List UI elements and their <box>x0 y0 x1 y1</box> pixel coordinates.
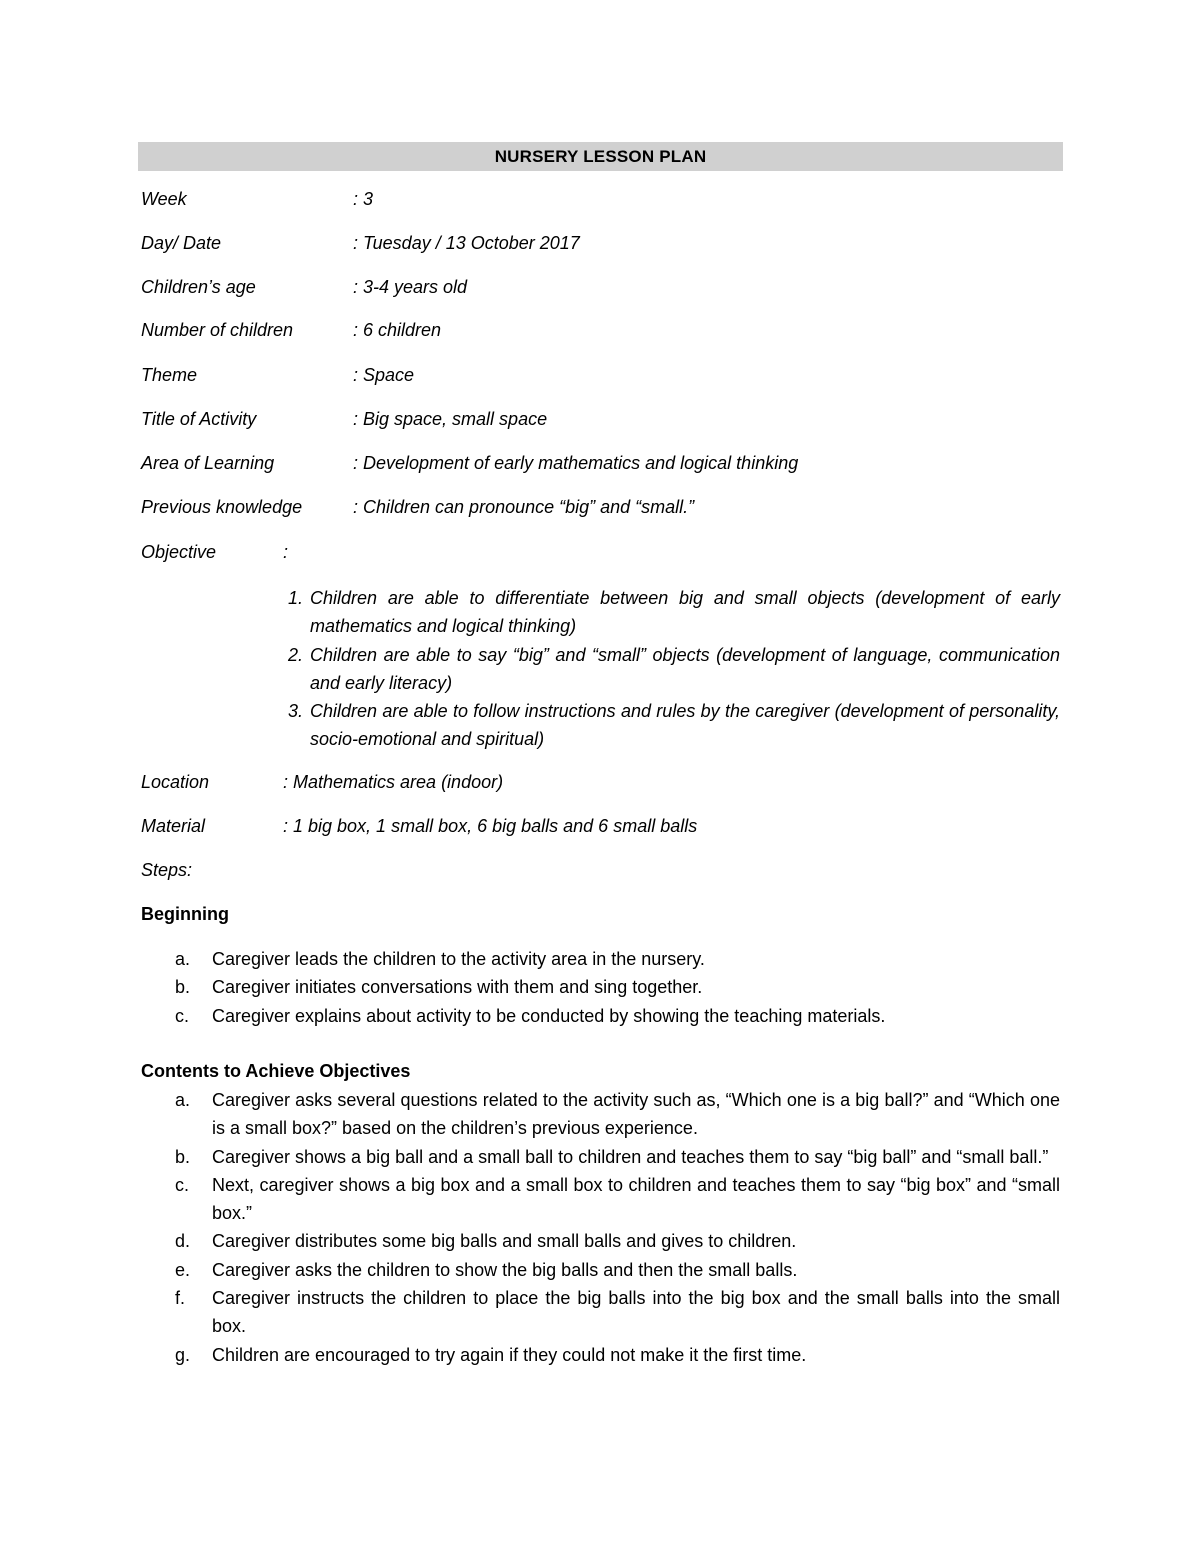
field-value: : Big space, small space <box>353 409 548 429</box>
list-number: 3. <box>288 701 304 722</box>
list-text: Children are able to differentiate between big and small objects (development of early mathematics and logical thinking) <box>310 588 1060 637</box>
contents-list <box>175 1086 1060 1369</box>
list-item <box>175 1341 1060 1369</box>
list-item <box>175 1227 1060 1255</box>
list-item <box>175 1086 1060 1143</box>
field-value: : Mathematics area (indoor) <box>283 772 504 792</box>
steps-label: Steps: <box>141 860 193 880</box>
list-item <box>288 697 1060 754</box>
list-letter: c. <box>175 1005 190 1026</box>
list-text: Caregiver leads the children to the activity area in the nursery. <box>212 949 705 969</box>
list-item <box>175 1143 1060 1171</box>
field-label: Week <box>141 189 187 209</box>
field-label: Title of Activity <box>141 409 257 429</box>
list-text: Caregiver explains about activity to be conducted by showing the teaching materials. <box>212 1005 886 1026</box>
list-item <box>175 1002 1060 1030</box>
list-text: Caregiver shows a big ball and a small ball to children and teaches them to say “big ball” and “small ball.” <box>212 1146 1049 1167</box>
list-text: Caregiver initiates conversations with them and sing together. <box>212 977 703 998</box>
page-title: NURSERY LESSON PLAN <box>138 142 1063 171</box>
list-letter: a. <box>175 1090 191 1110</box>
list-letter: c. <box>175 1174 190 1195</box>
list-item <box>175 1256 1060 1284</box>
field-value: : Tuesday / 13 October 2017 <box>353 233 580 253</box>
list-text: Children are encouraged to try again if they could not make it the first time. <box>212 1344 807 1365</box>
field-value: : Space <box>353 365 415 385</box>
field-label: Location <box>141 772 210 792</box>
field-label: Day/ Date <box>141 233 222 253</box>
list-letter: g. <box>175 1344 191 1365</box>
list-letter: f. <box>175 1288 186 1309</box>
list-letter: a. <box>175 949 191 969</box>
list-item <box>175 1171 1060 1228</box>
list-text: Caregiver asks several questions related to the activity such as, “Which one is a big ball?” and “Which one is a small box?” based on the children’s previous experience. <box>212 1090 1060 1139</box>
field-label: Objective <box>141 542 217 562</box>
list-item <box>175 945 1060 973</box>
list-number: 1. <box>288 588 304 608</box>
list-item <box>175 973 1060 1001</box>
field-value: : 6 children <box>353 320 442 340</box>
section-heading-beginning: Beginning <box>141 904 229 924</box>
list-text: Children are able to say “big” and “small” objects (development of language, communication and early literacy) <box>310 644 1060 693</box>
field-label: Number of children <box>141 320 294 340</box>
field-value: : Development of early mathematics and logical thinking <box>353 453 799 473</box>
list-text: Caregiver distributes some big balls and small balls and gives to children. <box>212 1231 797 1252</box>
list-letter: b. <box>175 977 191 998</box>
list-letter: e. <box>175 1259 191 1280</box>
field-value: : Children can pronounce “big” and “small.” <box>353 497 695 517</box>
field-label: Theme <box>141 365 198 385</box>
section-heading-contents: Contents to Achieve Objectives <box>141 1061 411 1081</box>
list-item <box>288 641 1060 698</box>
field-label: Children’s age <box>141 277 256 297</box>
list-text: Caregiver asks the children to show the big balls and then the small balls. <box>212 1259 798 1280</box>
list-letter: d. <box>175 1231 191 1252</box>
field-label: Previous knowledge <box>141 497 303 517</box>
field-value: : <box>283 542 289 562</box>
field-value: : 3-4 years old <box>353 277 468 297</box>
objective-list <box>288 584 1060 754</box>
list-item <box>175 1284 1060 1341</box>
list-number: 2. <box>288 644 304 665</box>
field-label: Material <box>141 816 206 836</box>
list-item <box>288 584 1060 641</box>
field-label: Area of Learning <box>141 453 275 473</box>
list-text: Children are able to follow instructions and rules by the caregiver (development of personality, socio-emotional and spiritual) <box>310 701 1060 750</box>
list-letter: b. <box>175 1146 191 1167</box>
field-value: : 3 <box>353 189 374 209</box>
field-value: : 1 big box, 1 small box, 6 big balls and 6 small balls <box>283 816 698 836</box>
beginning-list <box>175 945 1060 1030</box>
list-text: Next, caregiver shows a big box and a small box to children and teaches them to say “big box” and “small box.” <box>212 1174 1060 1224</box>
list-text: Caregiver instructs the children to place the big balls into the big box and the small balls into the small box. <box>212 1288 1060 1337</box>
